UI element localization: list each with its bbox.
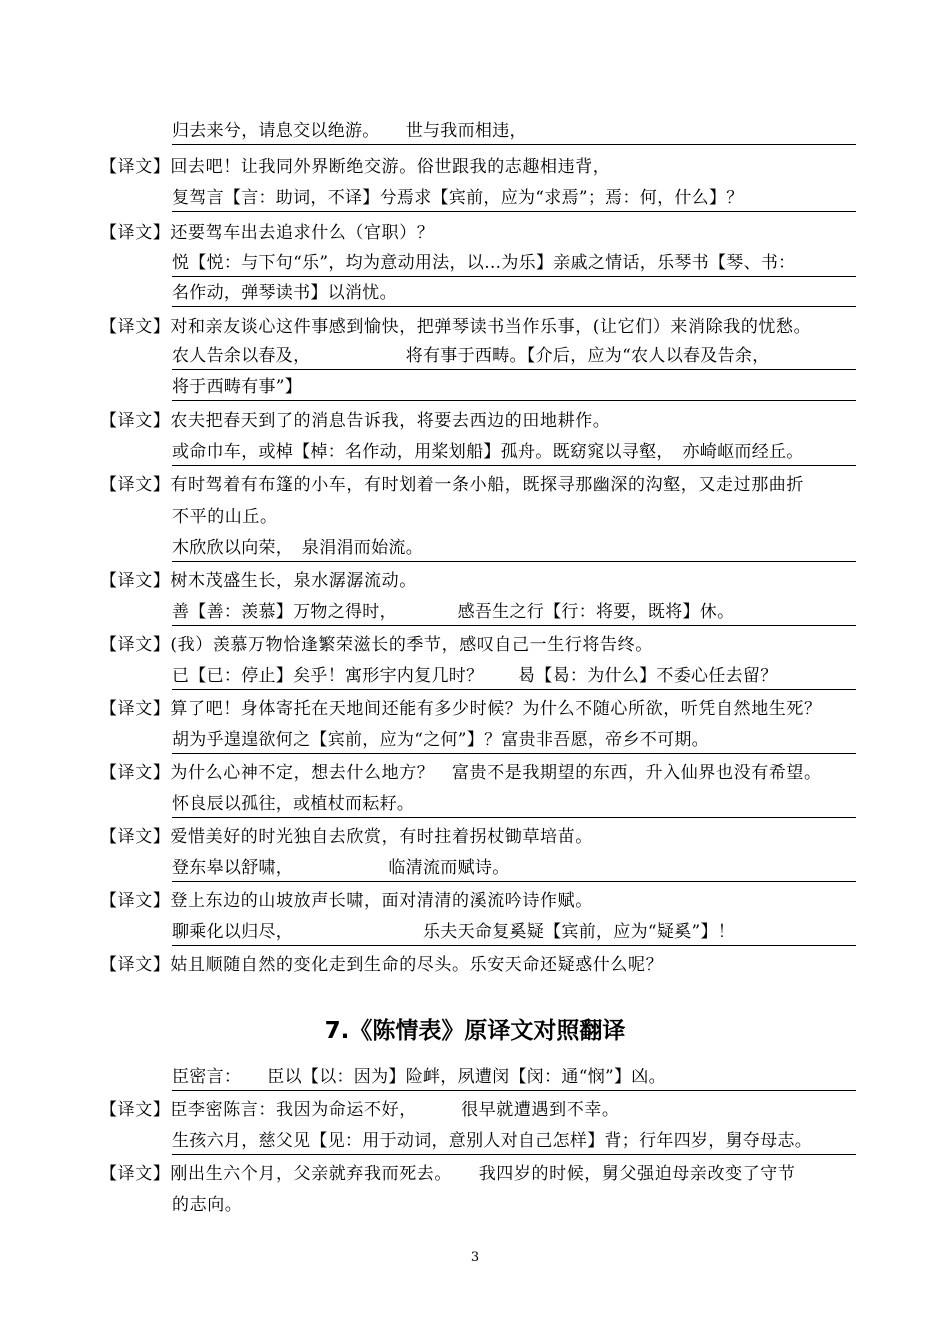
original-line: 已【已：停止】矣乎！寓形宇内复几时？ 曷【曷：为什么】不委心任去留？ xyxy=(172,665,856,690)
original-line: 或命巾车，或棹【棹：名作动，用桨划船】孤舟。既窈窕以寻壑， 亦崎岖而经丘。 xyxy=(172,441,856,466)
original-line: 聊乘化以归尽， 乐夫天命复奚疑【宾前，应为“疑奚”】！ xyxy=(172,921,856,946)
original-line: 将于西畴有事”】 xyxy=(172,376,856,401)
original-line: 悦【悦：与下句“乐”，均为意动用法，以…为乐】亲戚之情话，乐琴书【琴、书： xyxy=(172,252,856,277)
translation-line: 【译文】对和亲友谈心这件事感到愉快，把弹琴读书当作乐事，(让它们）来消除我的忧愁。 xyxy=(100,317,812,337)
translation-line: 【译文】爱惜美好的时光独自去欣赏，有时拄着拐杖锄草培苗。 xyxy=(100,827,593,847)
original-line: 登东皋以舒啸， 临清流而赋诗。 xyxy=(172,857,856,882)
translation-line: 【译文】登上东边的山坡放声长啸，面对清清的溪流吟诗作赋。 xyxy=(100,891,593,911)
original-line: 臣密言： 臣以【以：因为】险衅，夙遭闵【闵：通“悯”】凶。 xyxy=(172,1066,856,1091)
original-line: 木欣欣以向荣， 泉涓涓而始流。 xyxy=(172,537,856,562)
original-line: 善【善：羡慕】万物之得时， 感吾生之行【行：将要，既将】休。 xyxy=(172,601,856,626)
original-line: 复驾言【言：助词，不译】兮焉求【宾前，应为“求焉”；焉：何，什么】？ xyxy=(172,187,856,212)
original-line: 名作动，弹琴读书】以消忧。 xyxy=(172,282,856,307)
translation-line: 【译文】树木茂盛生长，泉水潺潺流动。 xyxy=(100,571,417,591)
translation-line-continued: 不平的山丘。 xyxy=(172,507,278,527)
original-line: 怀良辰以孤往，或植杖而耘耔。 xyxy=(172,793,856,818)
translation-line: 【译文】刚出生六个月，父亲就弃我而死去。 我四岁的时候，舅父强迫母亲改变了守节 xyxy=(100,1164,796,1184)
original-line: 生孩六月，慈父见【见：用于动词，意别人对自己怎样】背；行年四岁，舅夺母志。 xyxy=(172,1130,856,1155)
translation-line: 【译文】(我）羡慕万物恰逢繁荣滋长的季节，感叹自己一生行将告终。 xyxy=(100,635,653,655)
translation-line: 【译文】农夫把春天到了的消息告诉我，将要去西边的田地耕作。 xyxy=(100,411,611,431)
translation-line-continued: 的志向。 xyxy=(172,1195,243,1215)
section-heading: 7.《陈情表》原译文对照翻译 xyxy=(324,1018,626,1044)
original-line: 胡为乎遑遑欲何之【宾前，应为“之何”】？富贵非吾愿，帝乡不可期。 xyxy=(172,729,856,754)
translation-line: 【译文】有时驾着有布篷的小车，有时划着一条小船，既探寻那幽深的沟壑，又走过那曲折 xyxy=(100,475,804,495)
translation-line: 【译文】姑且顺随自然的变化走到生命的尽头。乐安天命还疑惑什么呢？ xyxy=(100,955,664,975)
translation-line: 【译文】算了吧！身体寄托在天地间还能有多少时候？为什么不随心所欲，听凭自然地生死？ xyxy=(100,699,822,719)
translation-line: 【译文】臣李密陈言：我因为命运不好， 很早就遭遇到不幸。 xyxy=(100,1100,620,1120)
translation-line: 【译文】回去吧！让我同外界断绝交游。俗世跟我的志趣相违背， xyxy=(100,157,611,177)
translation-line: 【译文】为什么心神不定，想去什么地方？ 富贵不是我期望的东西，升入仙界也没有希望。 xyxy=(100,763,822,783)
original-line: 农人告余以春及， 将有事于西畴。【介后，应为“农人以春及告余， xyxy=(172,345,856,370)
page-number: 3 xyxy=(470,1250,480,1265)
translation-line: 【译文】还要驾车出去追求什么（官职）？ xyxy=(100,223,435,243)
original-line: 归去来兮，请息交以绝游。 世与我而相违， xyxy=(172,120,856,145)
